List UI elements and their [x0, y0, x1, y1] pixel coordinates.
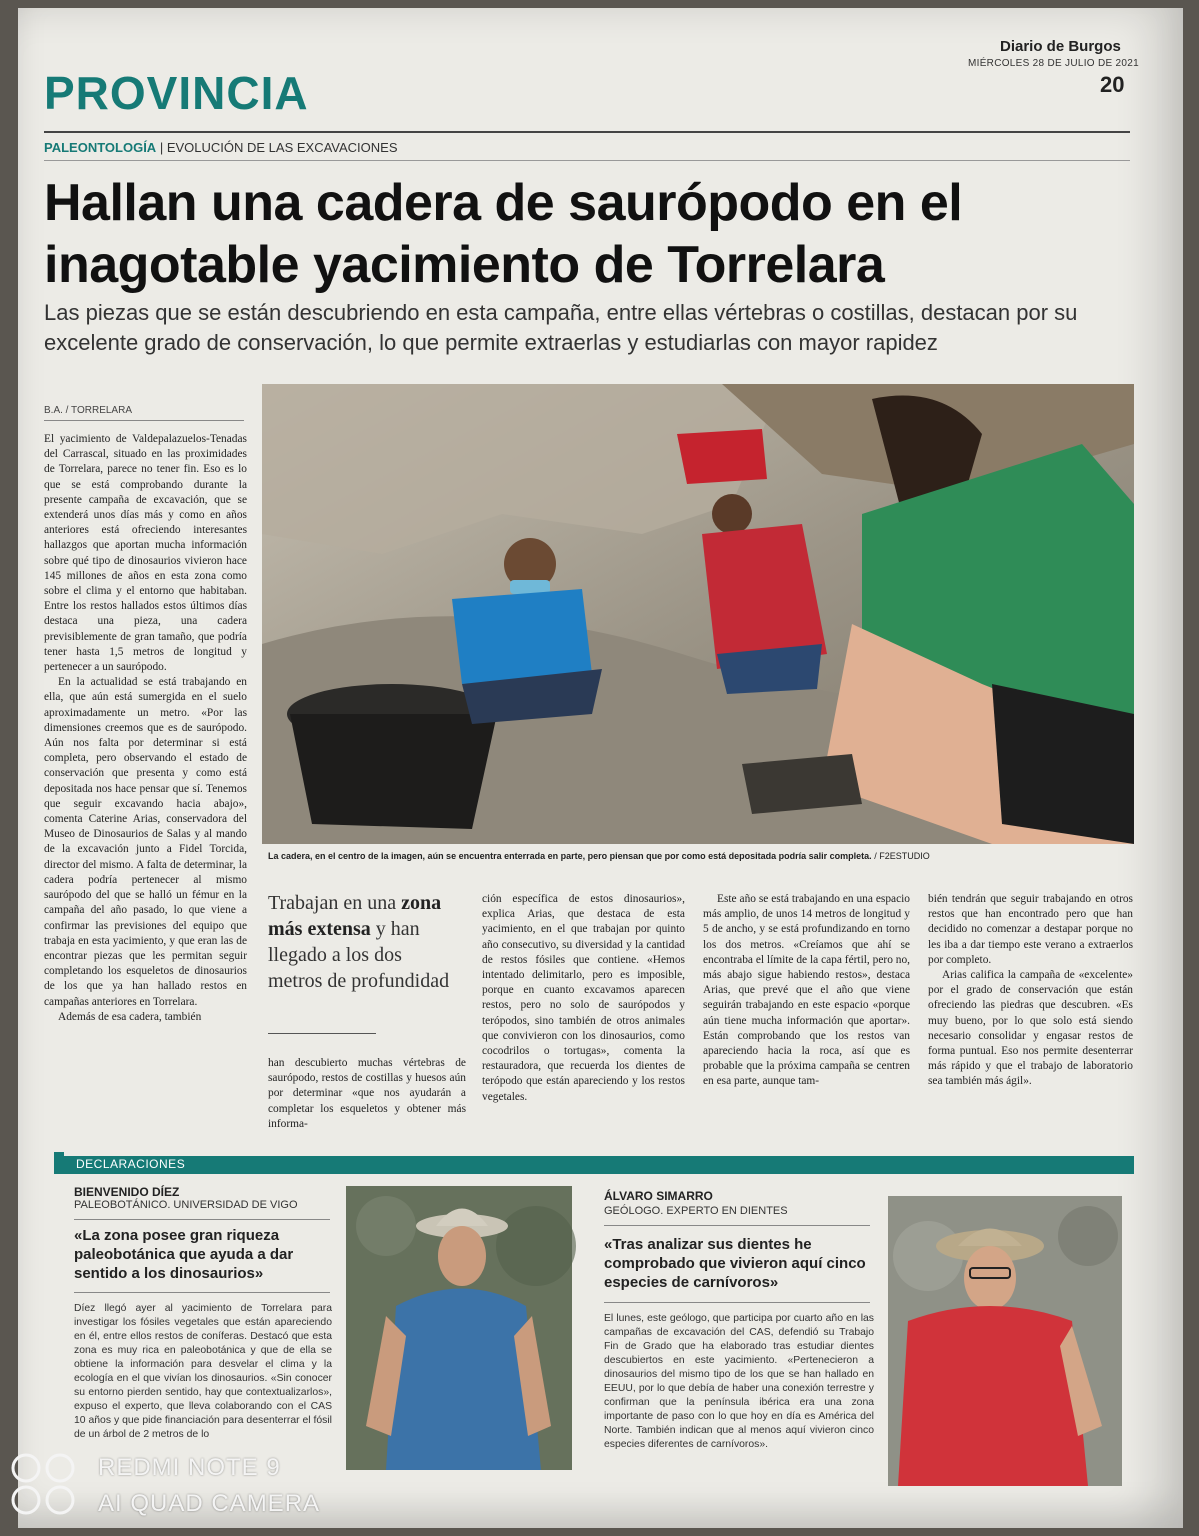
photo-credit: / F2ESTUDIO — [874, 851, 930, 861]
photo-caption — [268, 851, 930, 861]
section-title: PROVINCIA — [44, 67, 309, 119]
paragraph: ción específica de estos dinosaurios», explica Arias, que destaca de esta yacimiento, en el que trabajan por quinto año consecutivo, su diversidad y la cantidad de restos fósiles que contiene. «Hemos intentado delimitarlo, pero es imposible, porque en cuanto excavamos aparecen restos, pero no solo de saurópodos y terópodos, sino también de otros animales que convivieron con los dinosaurios, como cocodrilos o tortugas», comenta la restauradora, que recuerda los dientes de terópodo que están apareciendo y los restos vegetales. — [482, 893, 685, 1103]
portrait-alvaro-simarro — [888, 1196, 1122, 1486]
article-column-4 — [703, 892, 910, 1090]
article-column-1 — [44, 432, 247, 1025]
interviewee-role-left: PALEOBOTÁNICO. UNIVERSIDAD DE VIGO — [74, 1199, 298, 1211]
paragraph: han descubierto muchas vértebras de saurópodo, restos de costillas y huesos aún por determinar «que nos ayudarán a completar los esqueletos y obtener más informa- — [268, 1057, 466, 1130]
camera-logo-icon — [8, 1452, 78, 1521]
article-column-3 — [482, 892, 685, 1105]
kicker-sub: | EVOLUCIÓN DE LAS EXCAVACIONES — [159, 140, 398, 155]
quote-right: «Tras analizar sus dientes he comprobado que vivieron aquí cinco especies de carnívoros» — [604, 1236, 866, 1291]
paragraph: bién tendrán que seguir trabajando en otros restos que han encontrado pero que han decidido no comenzar a destapar porque no les iba a dar tiempo este verano a extraerlos por completo. — [928, 893, 1133, 966]
quote-left: «La zona posee gran riqueza paleobotánica que ayuda a dar sentido a los dinosaurios» — [74, 1227, 294, 1282]
headline: Hallan una cadera de saurópodo en el inagotable yacimiento de Torrelara — [44, 174, 963, 294]
paragraph: Arias califica la campaña de «excelente» por el grado de conservación que están ofreciendo las piedras que descubren. «Es muy bueno, por lo que solo está siendo necesario consolidar y engasar restos de forma puntual. Eso nos permite desenterrar más rápido y que el trabajo de laboratorio sea también más ágil». — [928, 969, 1133, 1088]
issue-date: MIÉRCOLES 28 DE JULIO DE 2021 — [968, 58, 1139, 69]
interviewee-name-left: BIENVENIDO DÍEZ — [74, 1185, 180, 1199]
excavation-photo — [262, 384, 1134, 844]
interviewee-name-right: ÁLVARO SIMARRO — [604, 1189, 713, 1203]
byline-rule — [44, 420, 244, 421]
page-number: 20 — [1100, 72, 1125, 97]
byline: B.A. / TORRELARA — [44, 405, 132, 416]
paragraph: En la actualidad se está trabajando en ella, que aún está sumergida en el suelo aproximadamente un metro. «Por las dimensiones creemos que es de saurópodo. Aún nos falta por determinar si está completa, pero observando el estado de conservación que presenta y como está depositada nos hace pensar que sí. Tenemos que seguir excavando hacia abajo», comenta Caterine Arias, conservadora del Museo de Dinosaurios de Salas y al mando de la excavación junto a Fidel Torcida, director del mismo. A falta de determinar, la cadera podría pertenecer al mismo saurópodo del que se halló un fémur en la campaña del año pasado, lo que viene a confirmar las previsiones del equipo que trabaja en esta yacimiento, y que eran las de encontrar piezas que les permitan seguir completando los esqueletos de dinosaurios de los que ya han hallado restos en campañas anteriores en Torrelara. — [44, 676, 247, 1008]
paragraph: El yacimiento de Valdepalazuelos-Tenadas del Carrascal, situado en las proximidades de Torrelara, parece no tener fin. Eso es lo que se está comprobando durante la presente campaña de excavación, que se extenderá unos días más y como en años anteriores está ofreciendo interesantes hallazgos que aportan mucha información sobre qué tipo de dinosaurios vivieron hace 145 millones de años en esta zona como sobre el clima y el entorno que habitaban. Entre los restos hallados estos últimos días destaca una pieza, una cadera previsiblemente de gran tamaño, que podría tener hasta 1,5 metros de longitud y pertenecer a un saurópodo. — [44, 433, 247, 674]
declaraciones-marker — [54, 1152, 64, 1174]
header-rule — [44, 131, 1130, 133]
kicker-topic: PALEONTOLOGÍA — [44, 140, 157, 155]
interview-body-right: El lunes, este geólogo, que participa por cuarto año en las campañas de excavación del CAS, defendió su Trabajo Fin de Grado que ha elaborado tras estudiar dientes descubiertos en este yacimiento. «Pertenecieron a dinosaurios del mismo tipo de los que se han hallado en EEUU, por lo que debía de haber una conexión terrestre y confirman que la península ibérica era una zona importante de paso con lo que hoy en día es América del Norte. También indican que al menos aquí vivieron cinco especies diferentes de carnívoros». — [604, 1313, 874, 1450]
article-column-2 — [268, 1056, 466, 1132]
watermark-line-1: REDMI NOTE 9 — [98, 1454, 281, 1481]
kicker-rule — [44, 160, 1130, 161]
caption-text: La cadera, en el centro de la imagen, aún se encuentra enterrada en parte, pero piensan que por como está depositada podría salir completa. — [268, 851, 872, 861]
pull-quote-part-1: Trabajan en una — [268, 892, 397, 914]
portrait-illustration — [346, 1186, 572, 1470]
divider — [74, 1219, 330, 1220]
paragraph: Este año se está trabajando en una espacio más amplio, de unos 14 metros de longitud y 5 de ancho, y se está profundizando en torno los dos metros. «Creíamos que ahí se encontraba el límite de la capa fértil, pero no, más abajo sigue habiendo restos», destaca Arias, que prevé que el año que viene seguirán trabajando en este espacio «porque aún tiene mucha información que aportar». Están comprobando que los restos van apareciendo hacia la roca, así que es probable que la próxima campaña se centren en esa parte, aunque tam- — [703, 893, 910, 1088]
interview-body-left: Díez llegó ayer al yacimiento de Torrelara para investigar los fósiles vegetales que están apareciendo en él, entre ellos restos de coníferas. Destacó que esta zona es muy rica en paleobotánica y que de ella se obtiene la información para desvelar el clima y la ecología en el que vivían los dinosaurios. «Sin conocer su entorno pierden sentido, hay que contextualizarlos», expuso el experto, que lleva colaborando con el CAS 10 años y que pide financiación para desenterrar el fósil de un árbol de 2 metros de lo — [74, 1303, 332, 1440]
camera-watermark — [98, 1450, 320, 1522]
newspaper-name: Diario de Burgos — [1000, 38, 1121, 55]
declaraciones-bar — [60, 1156, 1134, 1174]
subheadline: Las piezas que se están descubriendo en esta campaña, entre ellas vértebras o costillas, destacan por su excelente grado de conservación, lo que permite extraerlas y estudiarlas con mayor rapidez — [44, 300, 1078, 355]
interviewee-role-right: GEÓLOGO. EXPERTO EN DIENTES — [604, 1205, 788, 1217]
portrait-bienvenido-diez — [346, 1186, 572, 1470]
divider — [74, 1292, 330, 1293]
pull-quote-highlight: zona más extensa — [268, 892, 442, 940]
pull-quote-rule — [268, 1033, 376, 1034]
article-column-5 — [928, 892, 1133, 1090]
divider — [604, 1302, 870, 1303]
watermark-line-2: AI QUAD CAMERA — [98, 1490, 321, 1517]
declaraciones-label: DECLARACIONES — [76, 1157, 186, 1171]
kicker — [44, 140, 398, 155]
pull-quote — [268, 890, 458, 994]
portrait-illustration — [888, 1196, 1122, 1486]
excavation-photo-illustration — [262, 384, 1134, 844]
pull-quote-part-2: y han llegado a los dos metros de profundidad — [268, 918, 450, 992]
divider — [604, 1225, 870, 1226]
paragraph: Además de esa cadera, también — [58, 1010, 202, 1023]
